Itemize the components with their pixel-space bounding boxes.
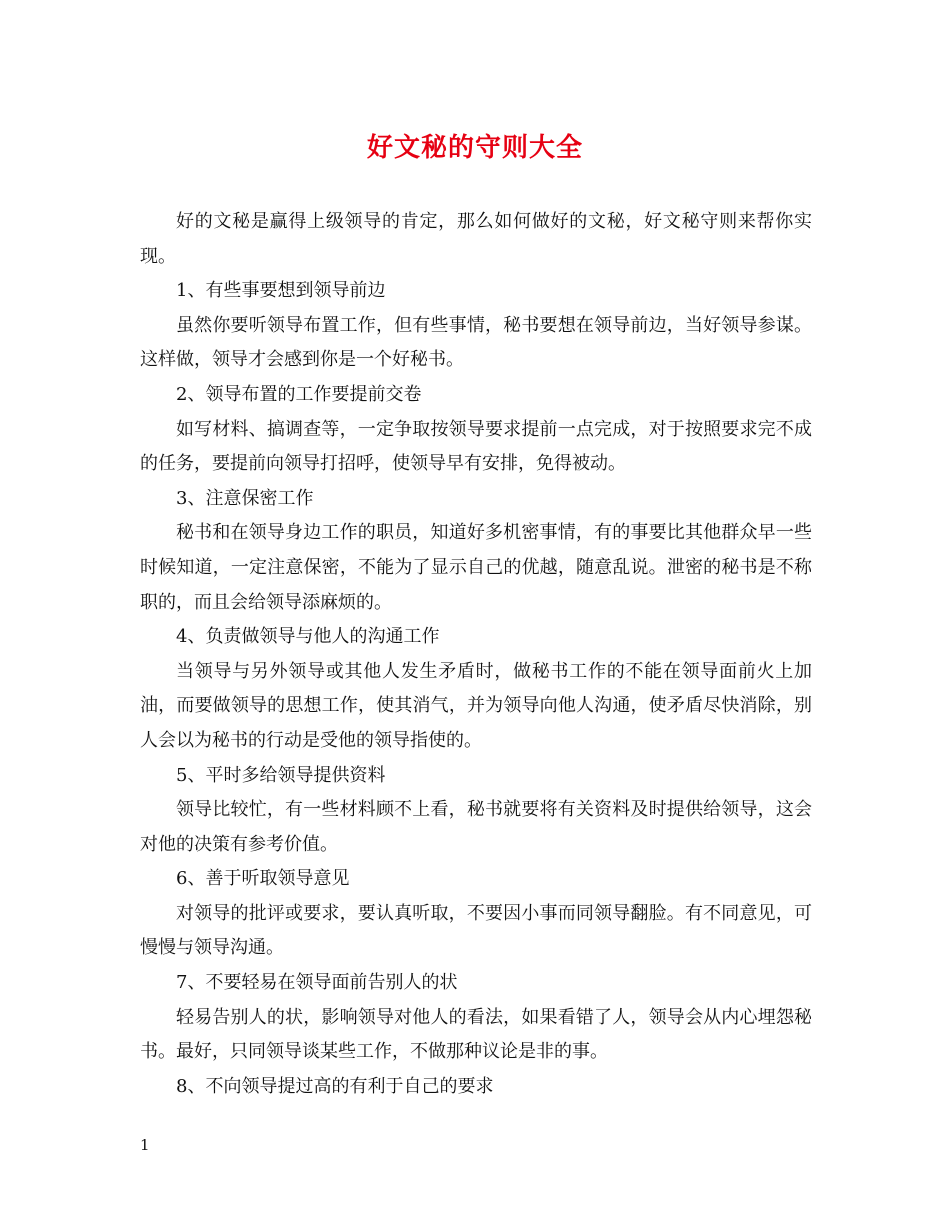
section-heading-4: 4、负责做领导与他人的沟通工作 [176,626,440,648]
section-body-1: 虽然你要听领导布置工作，但有些事情，秘书要想在领导前边，当好领导参谋。这样做，领导才会感到你是一个好秘书。 [140,314,812,371]
section-heading-3: 3、注意保密工作 [176,487,314,509]
document-title: 好文秘的守则大全 [366,133,583,163]
section-heading-2: 2、领导布置的工作要提前交卷 [176,383,422,405]
section-body-2: 如写材料、搞调查等，一定争取按领导要求提前一点完成，对于按照要求完不成的任务，要提前向领导打招呼，使领导早有安排，免得被动。 [140,418,812,475]
section-body-7: 轻易告别人的状，影响领导对他人的看法，如果看错了人，领导会从内心埋怨秘书。最好，只同领导谈某些工作，不做那种议论是非的事。 [140,1006,812,1063]
section-body-3: 秘书和在领导身边工作的职员，知道好多机密事情，有的事要比其他群众早一些时候知道，一定注意保密，不能为了显示自己的优越，随意乱说。泄密的秘书是不称职的，而且会给领导添麻烦的。 [140,522,812,613]
section-heading-7: 7、不要轻易在领导面前告别人的状 [176,972,458,994]
intro-paragraph: 好的文秘是赢得上级领导的肯定，那么如何做好的文秘，好文秘守则来帮你实现。 [140,211,812,267]
page-number: 1 [140,1136,150,1154]
section-heading-6: 6、善于听取领导意见 [176,868,350,890]
section-body-6: 对领导的批评或要求，要认真听取，不要因小事而同领导翻脸。有不同意见，可慢慢与领导沟通。 [140,902,812,959]
section-heading-5: 5、平时多给领导提供资料 [176,764,386,786]
section-body-4: 当领导与另外领导或其他人发生矛盾时，做秘书工作的不能在领导面前火上加油，而要做领导的思想工作，使其消气，并为领导向他人沟通，使矛盾尽快消除，别人会以为秘书的行动是受他的领导指使的。 [140,660,812,751]
section-heading-1: 1、有些事要想到领导前边 [176,280,386,302]
section-body-5: 领导比较忙，有一些材料顾不上看，秘书就要将有关资料及时提供给领导，这会对他的决策有参考价值。 [140,799,812,855]
document-body [140,205,812,1104]
section-heading-8: 8、不向领导提过高的有利于自己的要求 [176,1075,494,1097]
